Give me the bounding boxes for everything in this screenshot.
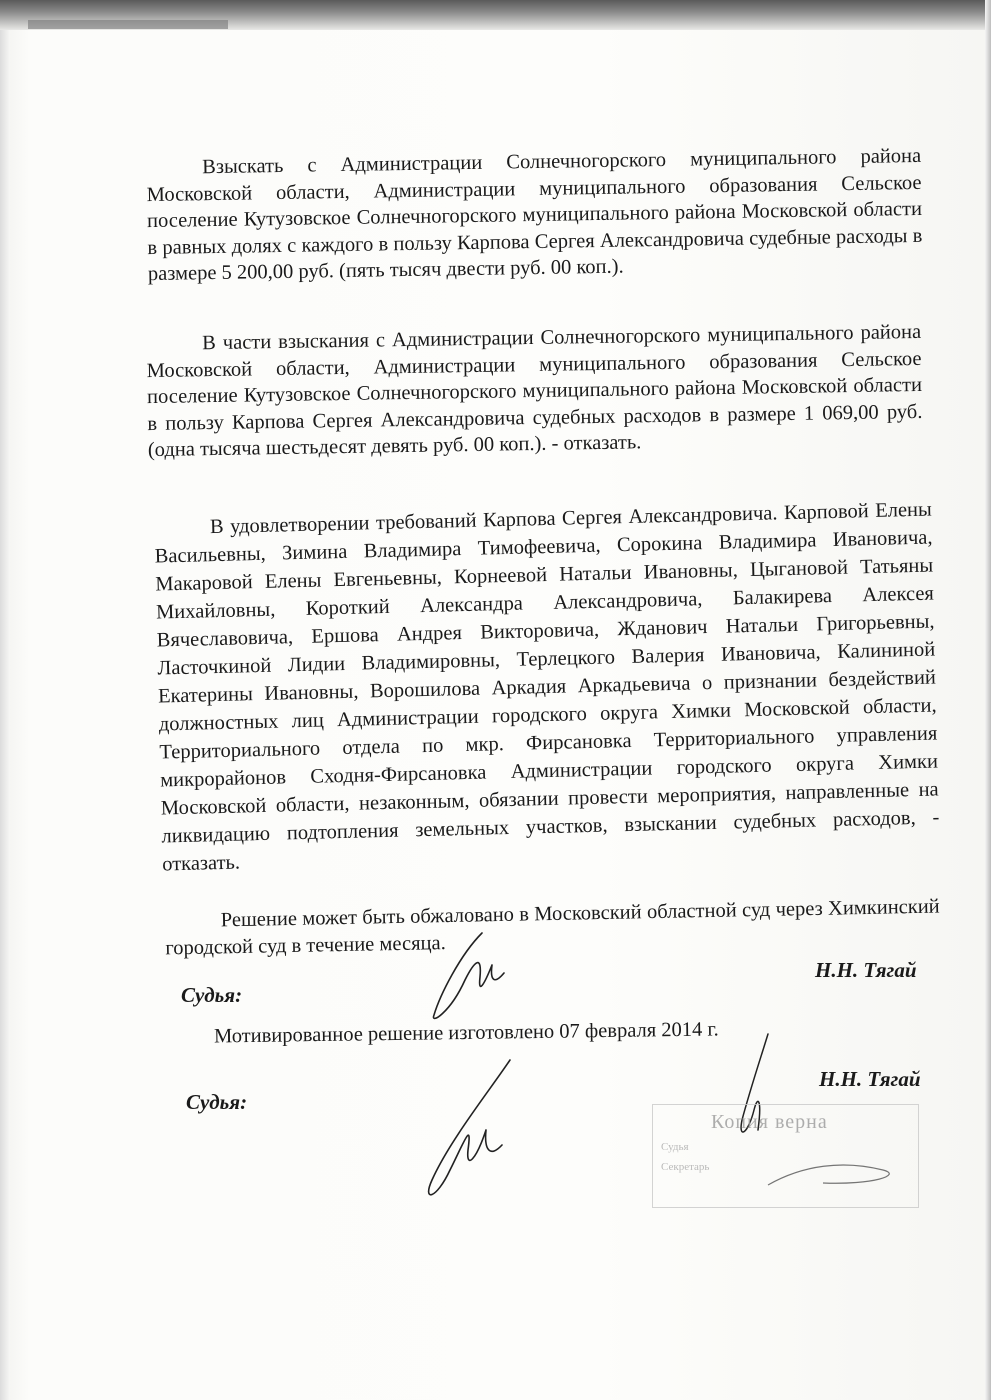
stamp-signature xyxy=(763,1155,913,1195)
stamp-title: Копия верна xyxy=(711,1111,828,1133)
paragraph-costs-award-text: Взыскать с Администрации Солнечногорского муниципального района Московской области, Администрации муниципального образования Сельское поселение Кутузовское Солнечногорского муниципального района Московской области в равных долях с каждого в пользу Карпова Сергея Александровича судебные расходы в размере 5 200,00 руб. (пять тысяч двести руб. 00 коп.). xyxy=(146,144,923,285)
paragraph-costs-denial-text: В части взыскания с Администрации Солнечногорского муниципального района Московской области, Администрации муниципального образования Сельское поселение Кутузовское Солнечногорского муниципального района Московской области в пользу Карпова Сергея Александровича судебных расходов в размере 1 069,00 руб. (одна тысяча шестьдесят девять руб. 00 коп.). - отказать. xyxy=(146,320,923,461)
paragraph-appeal xyxy=(165,893,941,961)
scan-left-edge xyxy=(0,30,10,1400)
paragraph-costs-award xyxy=(146,142,923,287)
handwritten-signature-1 xyxy=(420,925,530,1025)
stamp-line-judge: Судья xyxy=(661,1141,689,1153)
paragraph-claims-denial xyxy=(154,495,941,878)
stamp-line-secretary: Секретарь xyxy=(661,1161,710,1173)
judge-name-1: Н.Н. Тягай xyxy=(815,958,917,982)
judge-label-1: Судья: xyxy=(181,983,243,1007)
paragraph-appeal-text: Решение может быть обжаловано в Московский областной суд через Химкинский городской суд в течение месяца. xyxy=(165,895,940,959)
judge-label-2: Судья: xyxy=(186,1090,248,1114)
copy-certified-stamp xyxy=(652,1104,919,1208)
motivated-decision-line: Мотивированное решение изготовлено 07 февраля 2014 г. xyxy=(213,1018,719,1048)
scan-top-shadow xyxy=(28,20,228,29)
judge-name-2: Н.Н. Тягай xyxy=(819,1067,921,1091)
paragraph-claims-denial-text: В удовлетворении требований Карпова Сергея Александровича. Карповой Елены Васильевны, Зимина Владимира Тимофеевича, Сорокина Владимира Ивановича, Макаровой Елены Евгеньевны, Корнеевой Натальи Ивановны, Цыгановой Татьяны Михайловны, Короткий Александра Александровича, Балакирева Алексея Вячеславовича, Ершова Андрея Викторовича, Жданович Натальи Григорьевны, Ласточкиной Лидии Владимировны, Терлецкого Валерия Ивановича, Калининой Екатерины Ивановны, Ворошилова Аркадия Аркадьевича о признании бездействий должностных лиц Администрации городского округа Химки Московской области, Территориального отдела по мкр. Фирсановка Территориального управления микрорайонов Сходня-Фирсановка Администрации городского округа Химки Московской области, незаконным, обязании провести мероприятия, направленные на ликвидацию подтопления земельных участков, взыскании судебных расходов, - отказать. xyxy=(154,498,940,875)
scan-right-edge xyxy=(985,0,991,1400)
paragraph-costs-denial xyxy=(146,318,923,463)
handwritten-signature-2 xyxy=(410,1050,530,1210)
